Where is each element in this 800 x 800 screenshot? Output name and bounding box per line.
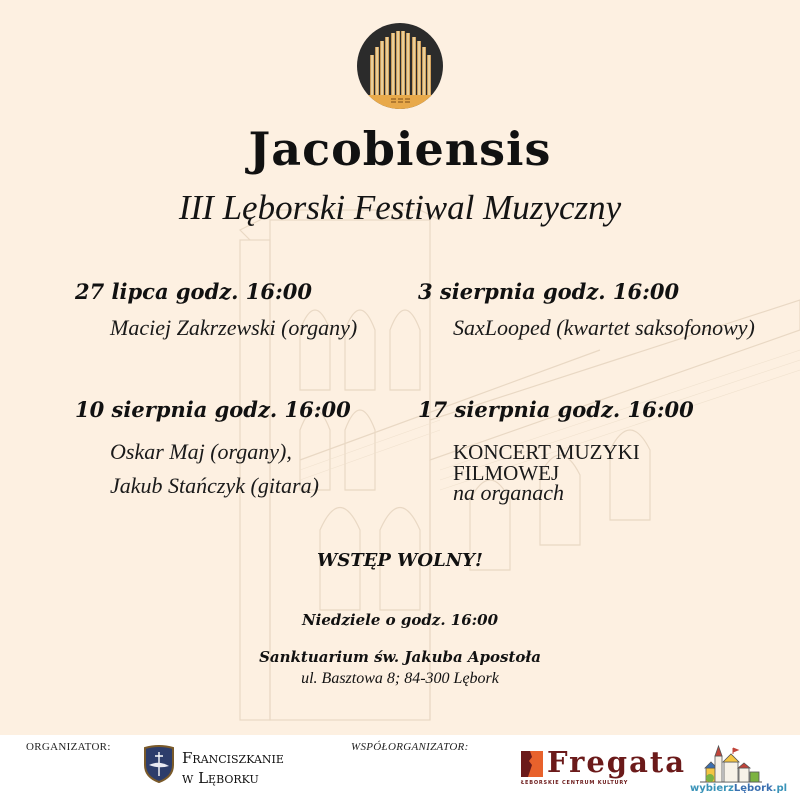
lebork-town-icon xyxy=(696,744,766,784)
organizer-label: ORGANIZATOR: xyxy=(26,741,111,753)
organ-pipes-icon xyxy=(357,23,443,109)
festival-title: Jacobiensis xyxy=(248,122,552,176)
partner-suffix: .pl xyxy=(772,783,788,794)
partner-website-logo xyxy=(690,783,787,794)
event-4-line-1: KONCERT MUZYKI xyxy=(453,440,640,464)
venue-name: Sanktuarium św. Jakuba Apostoła xyxy=(259,648,541,666)
event-1-date: 27 lipca godz. 16:00 xyxy=(75,279,312,304)
organ-pipes-logo xyxy=(357,23,443,109)
event-4-line-2: FILMOWEJ xyxy=(453,461,560,485)
partner-prefix: wybierz xyxy=(690,783,734,794)
coorganizer-tagline: ŁEBORSKIE CENTRUM KULTURY xyxy=(521,780,629,786)
free-admission: WSTĘP WOLNY! xyxy=(317,550,483,571)
schedule-note: Niedziele o godz. 16:00 xyxy=(301,611,499,629)
venue-address: ul. Basztowa 8; 84-300 Lębork xyxy=(301,670,499,687)
event-2-date: 3 sierpnia godz. 16:00 xyxy=(418,279,680,304)
organizer-name-line-2: w Lęborku xyxy=(182,769,259,787)
event-4-date: 17 sierpnia godz. 16:00 xyxy=(418,397,694,422)
event-2-performer: SaxLooped (kwartet saksofonowy) xyxy=(453,315,755,340)
event-1-performer: Maciej Zakrzewski (organy) xyxy=(110,315,358,340)
coorganizer-label: WSPÓŁORGANIZATOR: xyxy=(351,741,469,753)
fregata-logo-icon xyxy=(521,751,543,777)
event-3-performer-2: Jakub Stańczyk (gitara) xyxy=(110,473,319,498)
organizer-name xyxy=(182,748,284,788)
partner-name: Lębork xyxy=(733,783,773,794)
event-4-line-3: na organach xyxy=(453,480,565,505)
event-3-performer-1: Oskar Maj (organy), xyxy=(110,439,292,464)
festival-subtitle: III Lęborski Festiwal Muzyczny xyxy=(178,188,622,227)
franciscan-shield-icon xyxy=(143,745,175,783)
organizer-name-line-1: Franciszkanie xyxy=(182,749,284,767)
event-3-date: 10 sierpnia godz. 16:00 xyxy=(75,397,351,422)
coorganizer-name: Fregata xyxy=(547,745,687,779)
